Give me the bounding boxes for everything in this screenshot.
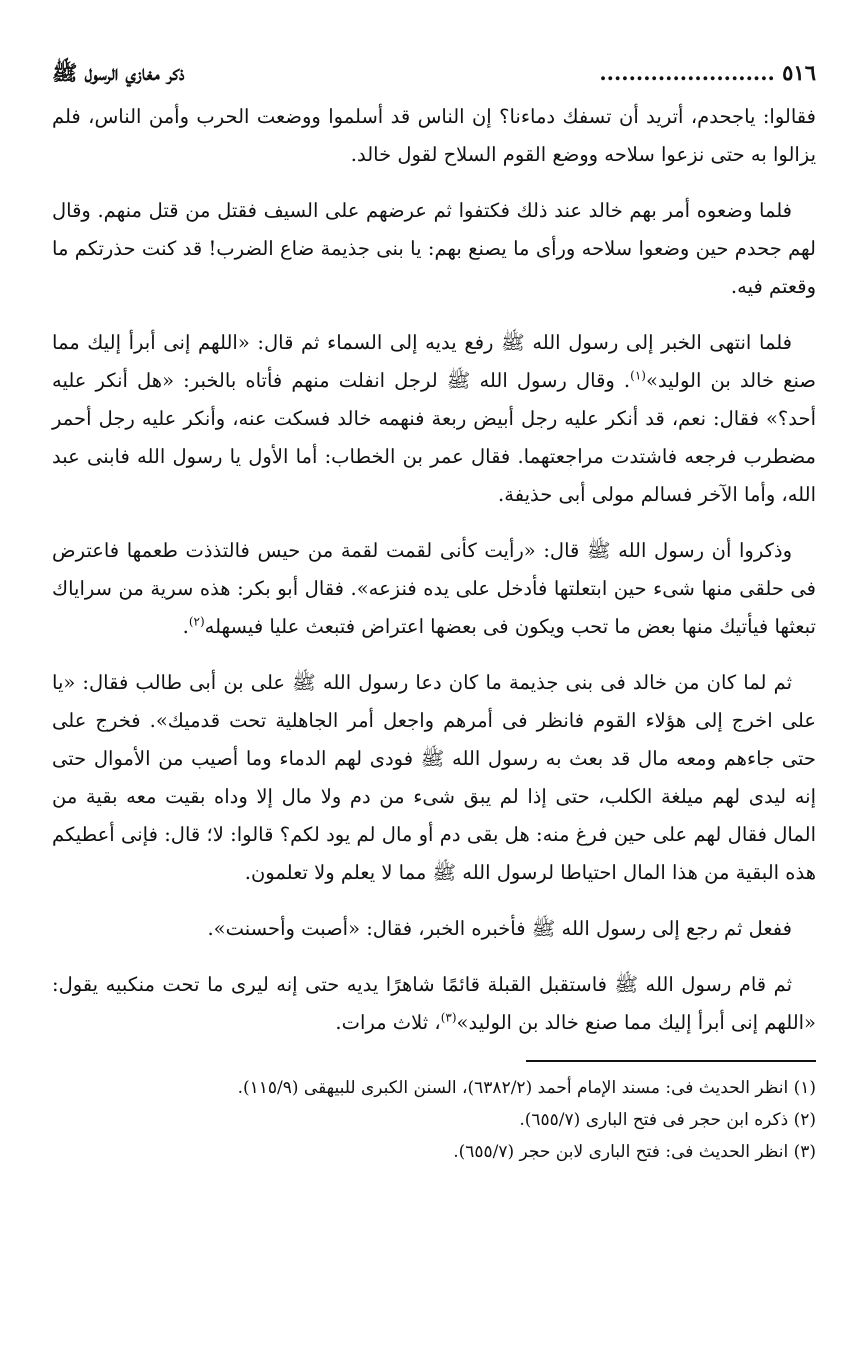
main-text — [52, 98, 816, 1042]
footnote-ref[interactable]: (٣) — [440, 1010, 457, 1025]
footnote: (١) انظر الحديث فى: مسند الإمام أحمد (٦٣٨٢/٢)، السنن الكبرى للبيهقى (١١٥/٩). — [237, 1078, 816, 1098]
paragraph-text: ثم لما كان من خالد فى بنى جذيمة ما كان دعا رسول الله ﷺ على بن أبى طالب فقال: «يا على اخرج إلى هؤلاء القوم فانظر فى أمرهم واجعل أمر الجاهلية تحت قدميك». فخرج على حتى جاءهم ومعه مال قد بعث به رسول الله ﷺ فودى لهم الدماء وما أصيب من الأموال حتى إنه ليدى لهم ميلغة الكلب، حتى إذا لم يبق شىء من دم ولا مال إلا وداه بقيت معه بقية من المال فقال لهم على حين فرغ منه: هل بقى دم أو مال لم يود لكم؟ قالوا: لا؛ قال: فإنى أعطيكم هذه البقية من هذا المال احتياطا لرسول الله ﷺ مما لا يعلم ولا تعلمون. — [52, 671, 816, 884]
paragraph-text: . وقال رسول الله ﷺ لرجل انفلت منهم فأتاه بالخبر: «هل أنكر عليه أحد؟» فقال: نعم، قد أنكر عليه رجل أبيض ربعة فنهمه خالد فسكت عنه، وأنكر عليه رجل أحمر مضطرب فرجعه فاشتدت مراجعتهما. فقال عمر بن الخطاب: أما الأول يا رسول الله فابنى عبد الله، وأما الآخر فسالم مولى أبى حذيفة. — [52, 369, 816, 506]
page-header — [52, 60, 816, 98]
paragraph-text: فلما وضعوه أمر بهم خالد عند ذلك فكتفوا ثم عرضهم على السيف فقتل من قتل منهم. وقال لهم جحدم حين وضعوا سلاحه ورأى ما يصنع بهم: يا بنى جذيمة ضاع الضرب! قد كنت حذرتكم ما وقعتم فيه. — [52, 199, 816, 298]
paragraph-text: . — [182, 615, 189, 638]
page-number: ٥١٦ — [782, 60, 816, 85]
footnote-ref[interactable]: (٢) — [188, 614, 205, 629]
paragraph — [52, 966, 816, 1042]
paragraph — [52, 532, 816, 646]
footnote-divider — [526, 1060, 816, 1062]
footnotes — [52, 1072, 816, 1168]
footnote: (٢) ذكره ابن حجر فى فتح البارى (٦٥٥/٧). — [519, 1110, 816, 1130]
paragraph-text: فلما انتهى الخبر إلى رسول الله ﷺ رفع يديه إلى السماء ثم قال: «اللهم إنى أبرأ إليك مما صنع خالد بن الوليد» — [52, 331, 816, 392]
running-title: ذكر مغازي الرسول ﷺ — [52, 60, 185, 85]
footnote-ref[interactable]: (١) — [630, 368, 646, 383]
paragraph — [52, 192, 816, 306]
paragraph-text: ثم قام رسول الله ﷺ فاستقبل القبلة قائمًا شاهرًا يديه حتى إنه ليرى ما تحت منكبيه يقول: «اللهم إنى أبرأ إليك مما صنع خالد بن الوليد» — [52, 973, 816, 1034]
paragraph-text: فقالوا: ياجحدم، أتريد أن تسفك دماءنا؟ إن الناس قد أسلموا ووضعت الحرب وأمن الناس، فلم يزالوا به حتى نزعوا سلاحه ووضع القوم السلاح لقول خالد. — [52, 105, 816, 166]
paragraph-text: وذكروا أن رسول الله ﷺ قال: «رأيت كأنى لقمت لقمة من حيس فالتذذت طعمها فاعترض فى حلقى منها شىء حين ابتعلتها فأدخل على يده فنزعه». فقال أبو بكر: هذه سرية من سراياك تبعثها فيأتيك منها بعض ما تحب ويكون فى بعضها اعتراض فتبعث عليا فيسهله — [52, 539, 816, 638]
paragraph — [52, 98, 816, 174]
paragraph — [52, 324, 816, 514]
paragraph-text: ففعل ثم رجع إلى رسول الله ﷺ فأخبره الخبر، فقال: «أصبت وأحسنت». — [207, 917, 792, 940]
page-number-group — [599, 60, 816, 85]
footnote: (٣) انظر الحديث فى: فتح البارى لابن حجر (٦٥٥/٧). — [453, 1142, 816, 1162]
header-dots: ........................ — [599, 60, 775, 85]
paragraph-text: ، ثلاث مرات. — [335, 1011, 441, 1034]
paragraph — [52, 664, 816, 892]
paragraph — [52, 910, 816, 948]
